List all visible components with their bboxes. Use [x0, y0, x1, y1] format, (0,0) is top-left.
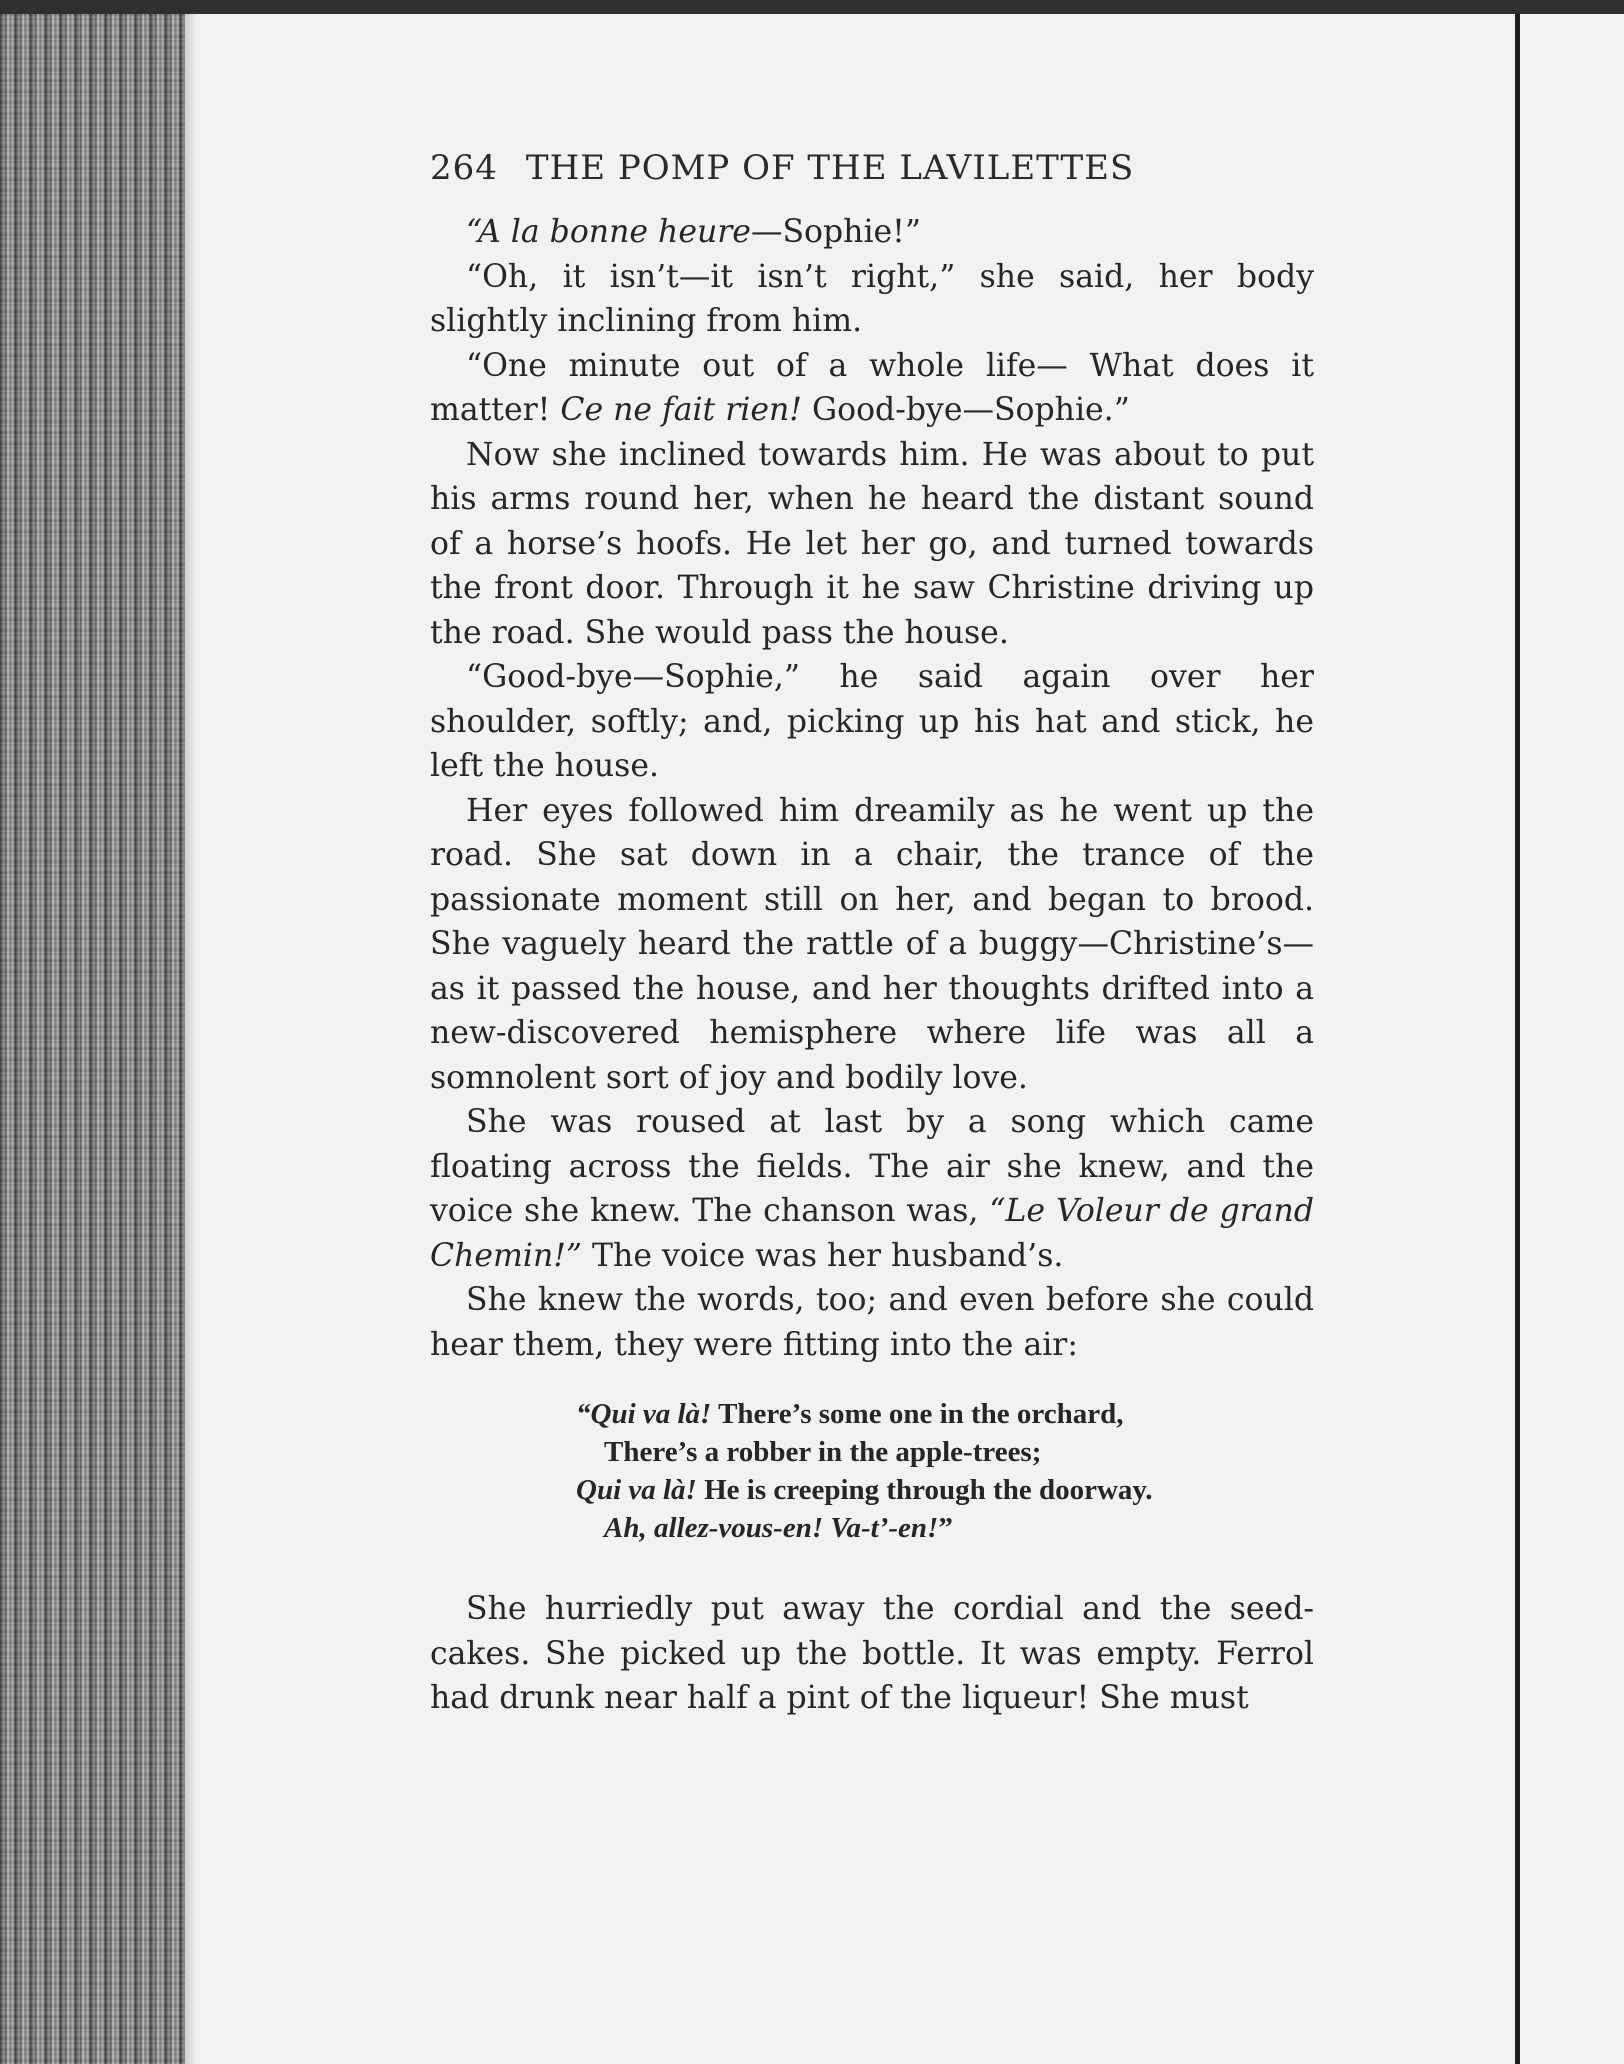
body-text: [430, 210, 1314, 1721]
paragraph: Now she inclined towards him. He was about to put his arms round her, when he heard the distant sound of a horse’s hoofs. He let her go, and turned towards the front door. Through it he saw Christine driving up the road. She would pass the house.: [430, 436, 1314, 651]
paragraph-text: —Sophie!”: [750, 214, 921, 250]
page-number: 264: [430, 148, 498, 188]
verse-line: [562, 1471, 1314, 1509]
paragraph-text: The voice was her husband’s.: [582, 1237, 1064, 1274]
running-head: [430, 148, 1320, 188]
verse-text: There’s some one in the orchard,: [711, 1398, 1124, 1430]
paragraph-text: “One minute out of a whole life— What does it matter!: [430, 347, 1314, 428]
verse-italic: Ah, allez-vous-en! Va-t’-en!: [604, 1512, 939, 1544]
paragraph: “Oh, it isn’t—it isn’t right,” she said, her body slightly inclining from him.: [430, 258, 1314, 339]
paragraph: [430, 1100, 1314, 1278]
verse-text: He is creeping through the doorway.: [696, 1474, 1153, 1506]
verse-line: [562, 1433, 1314, 1471]
verse-text: ”: [938, 1512, 953, 1544]
song-verse: [562, 1395, 1314, 1547]
paragraph: “Good-bye—Sophie,” he said again over her shoulder, softly; and, picking up his hat and stick, he left the house.: [430, 659, 1314, 784]
verse-text: There’s a robber in the apple-trees;: [604, 1436, 1042, 1468]
running-title: THE POMP OF THE LAVILETTES: [525, 148, 1135, 188]
book-page-edges: [0, 14, 185, 2064]
verse-italic: Qui va là!: [576, 1474, 697, 1506]
verse-italic: “Qui va là!: [576, 1398, 712, 1430]
paragraph: [430, 210, 1314, 255]
verse-line: [562, 1509, 1314, 1547]
paragraph: She hurriedly put away the cordial and the seed-cakes. She picked up the bottle. It was empty. Ferrol had drunk near half a pint of the liqueur! She must: [430, 1591, 1314, 1716]
scan-top-border: [0, 0, 1624, 14]
paragraph-text: She was roused at last by a song which came floating across the fields. The air she knew, and the voice she knew. The chanson was,: [430, 1104, 1314, 1229]
paragraph: Her eyes followed him dreamily as he went up the road. She sat down in a chair, the trance of the passionate moment still on her, and began to brood. She vaguely heard the rattle of a buggy—Christine’s—as it passed the house, and her thoughts drifted into a new-discovered hemisphere where life was all a somnolent sort of joy and bodily love.: [430, 792, 1314, 1096]
paragraph-text: Good-bye—Sophie.”: [801, 392, 1130, 428]
verse-line: [562, 1395, 1314, 1433]
adjacent-page-strip: [1520, 14, 1624, 2064]
gutter-shadow: [185, 14, 197, 2064]
paragraph: [430, 344, 1314, 433]
italic-phrase: “Le Voleur de grand Chemin!”: [430, 1193, 1314, 1274]
paragraph: She knew the words, too; and even before she could hear them, they were fitting into the air:: [430, 1282, 1314, 1363]
italic-phrase: “A la bonne heure: [466, 214, 751, 250]
italic-phrase: Ce ne fait rien!: [560, 392, 802, 428]
